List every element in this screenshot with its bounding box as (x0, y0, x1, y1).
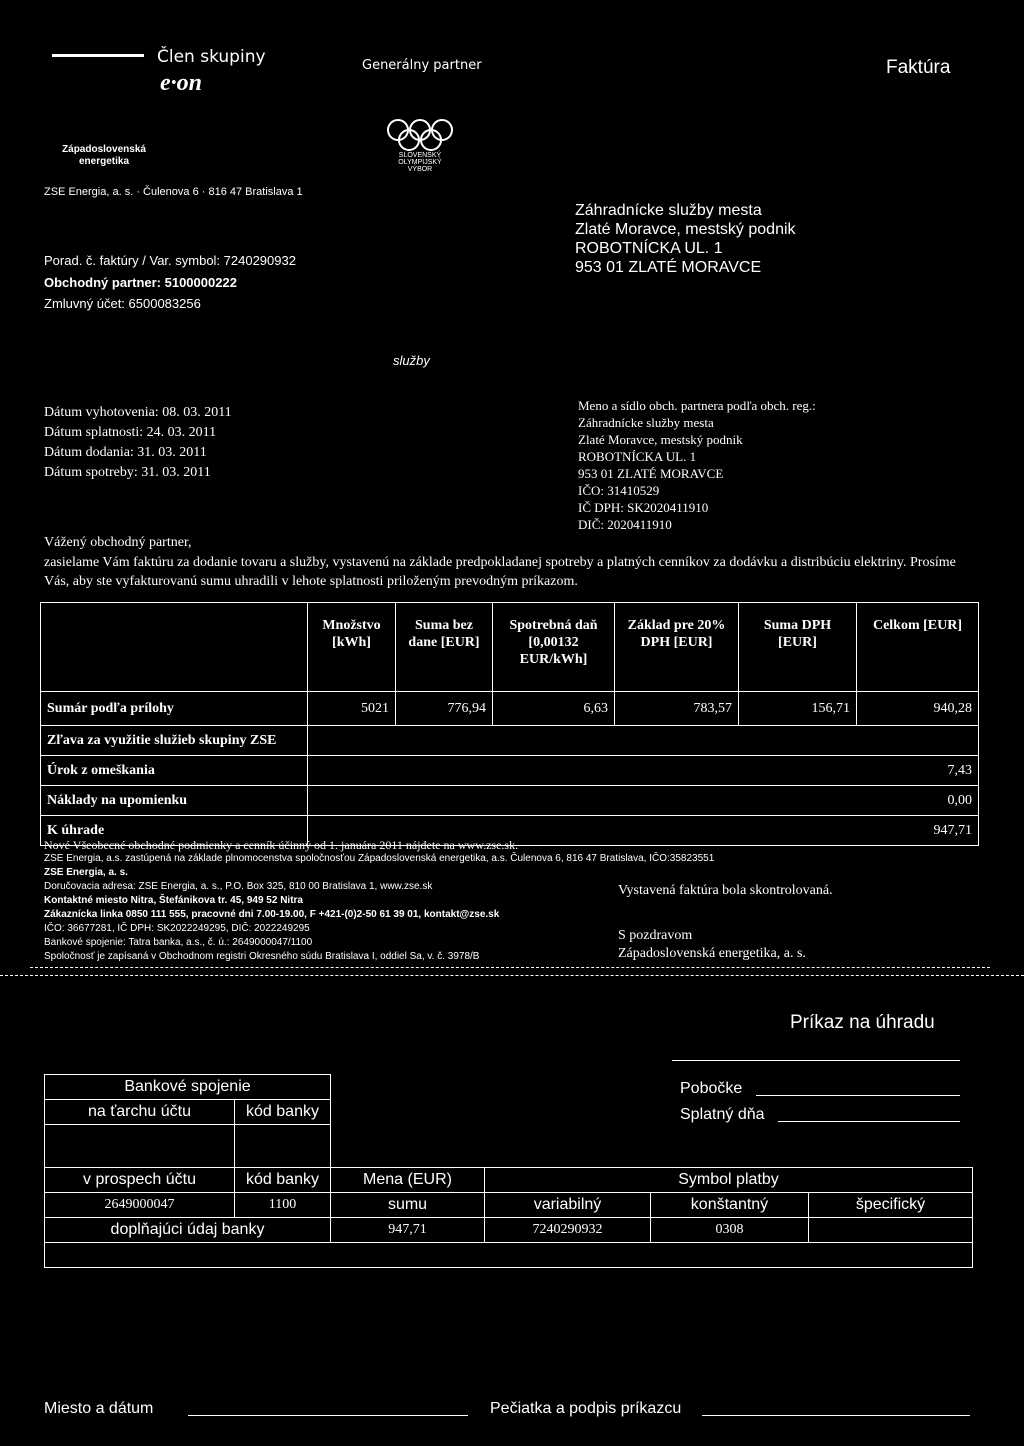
partner-ic-dph: IČ DPH: SK2020411910 (578, 500, 709, 515)
olympic-committee-text (380, 152, 460, 173)
hotline: Zákaznícka linka 0850 111 555, pracovné dni 7.00-19.00, F +421-(0)2-50 61 39 01, kontakt@zse.sk (44, 909, 500, 920)
pay-row (45, 1218, 973, 1243)
letter-body: zasielame Vám faktúru za dodanie tovaru a služby, vystavenú na základe predpokladanej spotreby a platných cenníkov za dodávku a distribúciu elektriny. Prosíme Vás, aby ste vyfakturovanú sumu uhradili v lehote splatnosti priloženým prevodným príkazom. (44, 555, 956, 589)
document-title: Faktúra (886, 57, 951, 78)
branch-label: Pobočke (680, 1080, 743, 1097)
debit-bank-code-value[interactable] (235, 1125, 331, 1168)
pay-row (45, 1125, 973, 1168)
recipient-line3: ROBOTNÍCKA UL. 1 (575, 240, 723, 257)
recipient-line1: Záhradnícke služby mesta (575, 202, 762, 219)
olympic-line3: VÝBOR (407, 166, 433, 173)
partner-dic: DIČ: 2020411910 (578, 517, 672, 532)
recipient-address (575, 201, 796, 277)
cell-excise: 6,63 (493, 692, 615, 726)
bank-code2-label: kód banky (235, 1168, 331, 1193)
checked-note: Vystavená faktúra bola skontrolovaná. (618, 883, 833, 898)
header-vat-amount: Suma DPH [EUR] (739, 603, 857, 692)
credit-account-value: 2649000047 (45, 1193, 235, 1218)
variable-symbol-label: variabilný (485, 1193, 651, 1218)
dates-block (44, 403, 232, 483)
partner-ico: IČO: 31410529 (578, 483, 660, 498)
row-label: Sumár podľa prílohy (41, 692, 308, 726)
table-row (41, 692, 979, 726)
header-sum-without-tax: Suma bez dane [EUR] (396, 603, 493, 692)
place-date-label: Miesto a dátum (44, 1400, 154, 1417)
invoice-summary-table (40, 602, 979, 846)
header-total: Celkom [EUR] (857, 603, 979, 692)
header-quantity: Množstvo [kWh] (308, 603, 396, 692)
debit-account-label: na ťarchu účtu (45, 1100, 235, 1125)
olympic-line1: SLOVENSKÝ (398, 152, 442, 159)
company-ids: IČO: 36677281, IČ DPH: SK2022249295, DIČ: 2022249295 (44, 923, 310, 934)
constant-symbol-value: 0308 (651, 1218, 809, 1243)
partner-info-line1: Záhradnícke služby mesta (578, 415, 714, 430)
date-delivery: Dátum dodania: 31. 03. 2011 (44, 445, 207, 460)
eon-logo: e·on (160, 70, 202, 96)
table-row (41, 756, 979, 786)
symbol-label: Symbol platby (485, 1168, 973, 1193)
payment-order-table (44, 1074, 973, 1268)
cell-sum: 776,94 (396, 692, 493, 726)
pay-row (45, 1075, 973, 1100)
place-date-line[interactable] (188, 1415, 468, 1416)
stamp-signature-line[interactable] (702, 1415, 970, 1416)
credit-account-label: v prospech účtu (45, 1168, 235, 1193)
extra-info-label: doplňajúci údaj banky (45, 1218, 331, 1243)
registry-note: Spoločnosť je zapísaná v Obchodnom registri Okresného súdu Bratislava I, oddiel Sa, v. č. 3978/B (44, 951, 480, 962)
empty-cell (331, 1125, 973, 1168)
row-label: Úrok z omeškania (41, 756, 308, 786)
pay-row (45, 1168, 973, 1193)
bank-code-value: 1100 (235, 1193, 331, 1218)
invoice-number: Porad. č. faktúry / Var. symbol: 7240290932 (44, 253, 296, 268)
date-consumption: Dátum spotreby: 31. 03. 2011 (44, 465, 211, 480)
debit-account-value[interactable] (45, 1125, 235, 1168)
contract-account: Zmluvný účet: 6500083256 (44, 296, 201, 311)
amount-value: 947,71 (331, 1218, 485, 1243)
specific-symbol-label: špecifický (809, 1193, 973, 1218)
separator-dashed (30, 967, 990, 968)
pay-row (45, 1243, 973, 1268)
general-partner-label: Generálny partner (362, 58, 482, 73)
date-issued: Dátum vyhotovenia: 08. 03. 2011 (44, 405, 232, 420)
empty-cell (331, 1075, 973, 1100)
cell-quantity: 5021 (308, 692, 396, 726)
variable-symbol-value: 7240290932 (485, 1218, 651, 1243)
greeting: Vážený obchodný partner, (44, 535, 192, 550)
partner-info-line4: 953 01 ZLATÉ MORAVCE (578, 466, 724, 481)
header-rule (52, 54, 144, 57)
extra-info-value[interactable] (45, 1243, 973, 1268)
recipient-line4: 953 01 ZLATÉ MORAVCE (575, 259, 762, 276)
row-label: Náklady na upomienku (41, 786, 308, 816)
recipient-line2: Zlaté Moravce, mestský podnik (575, 221, 796, 238)
header-vat-base: Základ pre 20% DPH [EUR] (615, 603, 739, 692)
cell-vat-base: 783,57 (615, 692, 739, 726)
zse-logo (54, 144, 154, 168)
partner-info-heading: Meno a sídlo obch. partnera podľa obch. reg.: (578, 398, 816, 413)
represented-by: ZSE Energia, a.s. zastúpená na základe plnomocenstva spoločnosťou Západoslovenská energetika, a.s. Čulenova 6, 816 47 Bratislava, IČO:35823551 (44, 853, 715, 864)
cell-total: 0,00 (308, 786, 979, 816)
business-partner: Obchodný partner: 5100000222 (44, 275, 237, 290)
cell-vat: 156,71 (739, 692, 857, 726)
date-due: Dátum splatnosti: 24. 03. 2011 (44, 425, 217, 440)
table-header-row (41, 603, 979, 692)
zse-logo-line2: energetika (78, 156, 130, 167)
partner-info-line3: ROBOTNÍCKA UL. 1 (578, 449, 697, 464)
currency-label: Mena (EUR) (331, 1168, 485, 1193)
pay-row (45, 1100, 973, 1125)
partner-info-line2: Zlaté Moravce, mestský podnik (578, 432, 743, 447)
table-row (41, 726, 979, 756)
header-cell (41, 603, 308, 692)
stamp-fragment: služby (393, 353, 430, 368)
payment-order-title: Príkaz na úhradu (790, 1012, 935, 1033)
cell-total: 947,71 (308, 816, 979, 846)
company-info (44, 852, 714, 964)
mail-address: Doručovacia adresa: ZSE Energia, a. s., P.O. Box 325, 810 00 Bratislava 1, www.zse.sk (44, 881, 433, 892)
stamp-signature-label: Pečiatka a podpis príkazcu (490, 1400, 682, 1417)
signature: Západoslovenská energetika, a. s. (618, 946, 806, 961)
zse-logo-line1: Západoslovenská (62, 144, 146, 155)
empty-cell (331, 1100, 973, 1125)
partner-info (578, 397, 816, 533)
pay-row (45, 1193, 973, 1218)
cell-total (308, 726, 979, 756)
due-date-label: Splatný dňa (680, 1106, 765, 1123)
terms-note: Nové Všeobecné obchodné podmienky a cenník účinný od 1. januára 2011 nájdete na www.zse.sk. (44, 838, 519, 852)
constant-symbol-label: konštantný (651, 1193, 809, 1218)
member-label: Člen skupiny (157, 47, 266, 67)
amount-label: sumu (331, 1193, 485, 1218)
rule (672, 1060, 960, 1061)
cell-total: 7,43 (308, 756, 979, 786)
row-label: K úhrade (41, 816, 308, 846)
table-row (41, 786, 979, 816)
company-name: ZSE Energia, a. s. (44, 867, 128, 878)
regards: S pozdravom (618, 928, 693, 943)
bank-code-label: kód banky (235, 1100, 331, 1125)
bank-connection-label: Bankové spojenie (45, 1075, 331, 1100)
specific-symbol-value[interactable] (809, 1218, 973, 1243)
olympic-line2: OLYMPIJSKÝ (398, 159, 442, 166)
cell-total: 940,28 (857, 692, 979, 726)
bank-connection: Bankové spojenie: Tatra banka, a.s., č. ú.: 2649000047/1100 (44, 937, 313, 948)
signature-block (618, 927, 806, 963)
contact-place: Kontaktné miesto Nitra, Štefánikova tr. 45, 949 52 Nitra (44, 895, 303, 906)
row-label: Zľava za využitie služieb skupiny ZSE (41, 726, 308, 756)
cut-line (0, 975, 1024, 976)
header-excise-tax: Spotrebná daň [0,00132 EUR/kWh] (493, 603, 615, 692)
sender-address: ZSE Energia, a. s. · Čulenova 6 · 816 47 Bratislava 1 (44, 186, 303, 198)
